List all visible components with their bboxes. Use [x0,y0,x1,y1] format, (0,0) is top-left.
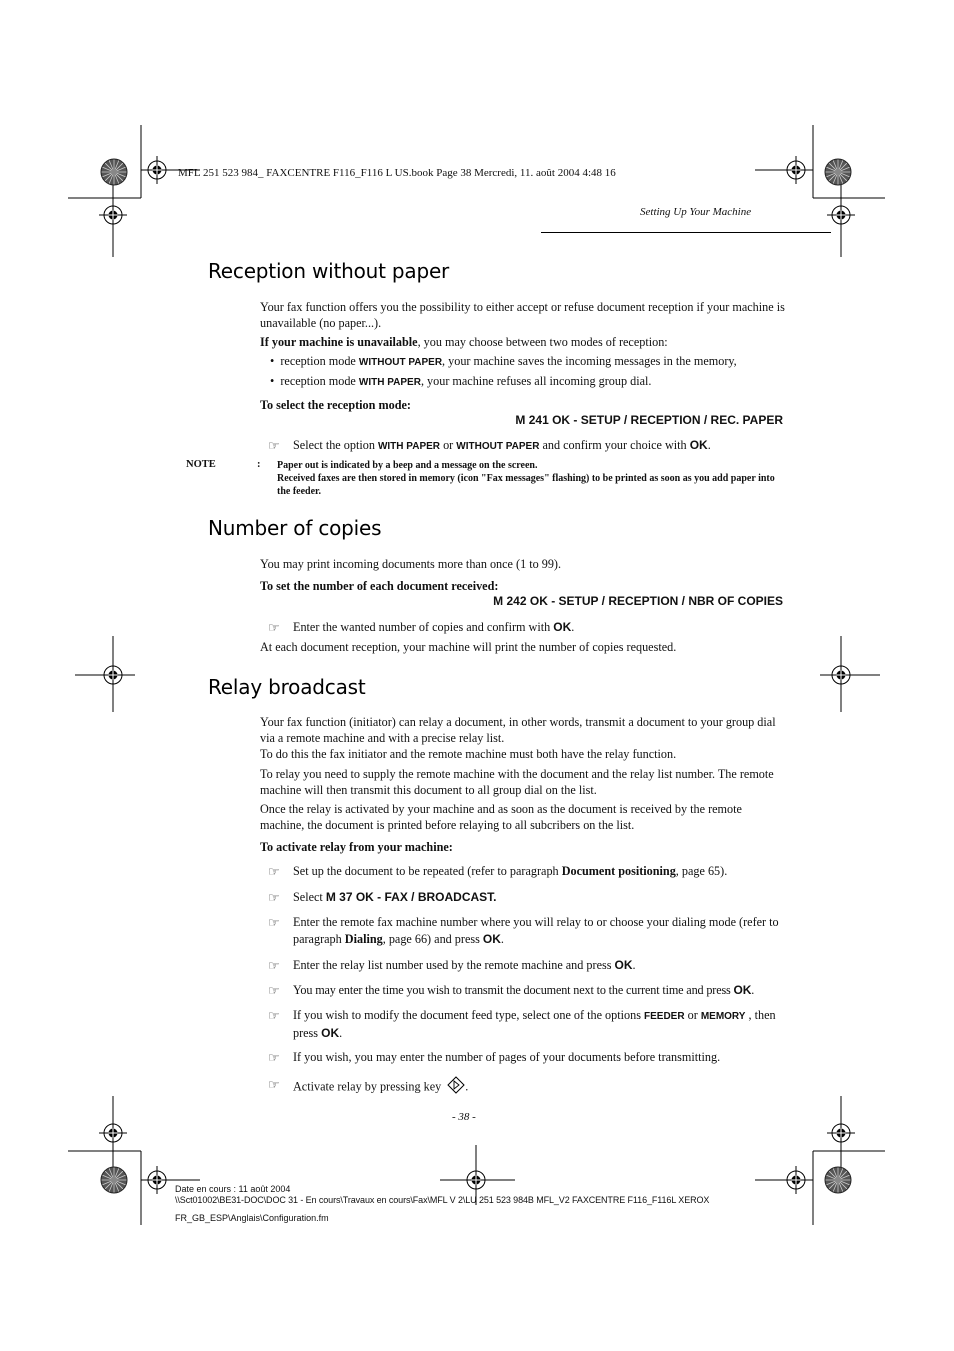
list-item: • reception mode WITHOUT PAPER, your machine saves the incoming messages in the memory, [270,354,737,368]
pointing-hand-icon: ☞ [268,620,280,635]
note-text: Paper out is indicated by a beep and a message on the screen. Received faxes are then stored in memory (icon "Fax messages" flashing) to be printed as soon as you add paper into the feeder. [277,460,775,497]
section2-command: M 242 OK - SETUP / RECEPTION / NBR OF COPIES [493,594,783,608]
pointing-hand-icon: ☞ [268,1077,280,1092]
step-item: ☞ Select M 37 OK - FAX / BROADCAST. [268,890,497,905]
section2-intro: You may print incoming documents more than once (1 to 99). [260,557,562,571]
section-title-number-of-copies: Number of copies [208,516,382,540]
pointing-hand-icon: ☞ [268,915,280,930]
list-item: • reception mode WITH PAPER, your machine refuses all incoming group dial. [270,374,652,388]
pointing-hand-icon: ☞ [268,864,280,879]
step-item: ☞ Set up the document to be repeated (refer to paragraph Document positioning, page 65). [268,864,728,879]
section1-command: M 241 OK - SETUP / RECEPTION / REC. PAPER [515,413,783,427]
footer-path: \\Sct01002\BE31-DOC\DOC 31 - En cours\Travaux en cours\Fax\MFL V 2\LU 251 523 984B MFL_V2 FAXCENTRE F116_F116L XEROX [175,1195,710,1205]
pointing-hand-icon: ☞ [268,958,280,973]
step-item: ☞ Enter the relay list number used by the remote machine and press OK. [268,958,636,973]
step-item: ☞ Activate relay by pressing key . [268,1076,788,1099]
start-key-icon [447,1076,465,1099]
footer-file: FR_GB_ESP\Anglais\Configuration.fm [175,1213,329,1223]
section1-intro: Your fax function offers you the possibility to either accept or refuse document reception if your machine is unavailable (no paper...). [260,300,785,330]
section3-p2: To relay you need to supply the remote machine with the document and the relay list number. The remote machine will then transmit this document to all group dial on the list. [260,767,774,797]
page-number: - 38 - [452,1111,476,1123]
section2-after: At each document reception, your machine will print the number of copies requested. [260,640,677,654]
note-colon: : [257,459,261,470]
pointing-hand-icon: ☞ [268,1008,280,1023]
book-info: MFL 251 523 984_ FAXCENTRE F116_F116 L US.book Page 38 Mercredi, 11. août 2004 4:48 16 [178,167,616,179]
section3-p3: Once the relay is activated by your machine and as soon as the document is received by the remote machine, the document is printed before relaying to all subcribers on the list. [260,802,742,832]
section3-activate-label: To activate relay from your machine: [260,840,453,854]
pointing-hand-icon: ☞ [268,1050,280,1065]
section-title-relay-broadcast: Relay broadcast [208,675,366,699]
pointing-hand-icon: ☞ [268,983,280,998]
step-item: ☞ You may enter the time you wish to transmit the document next to the current time and press OK. [268,983,755,998]
pointing-hand-icon: ☞ [268,890,280,905]
step-item: ☞ If you wish to modify the document feed type, select one of the options FEEDER or MEMORY , then press OK. [268,1008,776,1040]
section1-unavailable: If your machine is unavailable, you may choose between two modes of reception: [260,335,668,349]
note-label: NOTE [186,459,216,470]
section2-set-label: To set the number of each document received: [260,579,499,593]
section3-p1b: To do this the fax initiator and the remote machine must both have the relay function. [260,747,677,761]
step-item: ☞ Select the option WITH PAPER or WITHOUT PAPER and confirm your choice with OK. [268,438,711,453]
section-title-reception-without-paper: Reception without paper [208,259,450,283]
step-item: ☞ If you wish, you may enter the number of pages of your documents before transmitting. [268,1050,721,1065]
header-rule [541,232,831,233]
footer-date: Date en cours : 11 août 2004 [175,1184,291,1194]
step-item: ☞ Enter the remote fax machine number where you will relay to or choose your dialing mode (refer to paragraph Dialing, page 66) and press OK. [268,915,779,946]
pointing-hand-icon: ☞ [268,438,280,453]
running-title: Setting Up Your Machine [640,206,752,218]
step-item: ☞ Enter the wanted number of copies and confirm with OK. [268,620,575,635]
section3-p1: Your fax function (initiator) can relay a document, in other words, transmit a document to your group dial via a remote machine and with a precise relay list. [260,715,776,745]
section1-select-label: To select the reception mode: [260,398,411,412]
